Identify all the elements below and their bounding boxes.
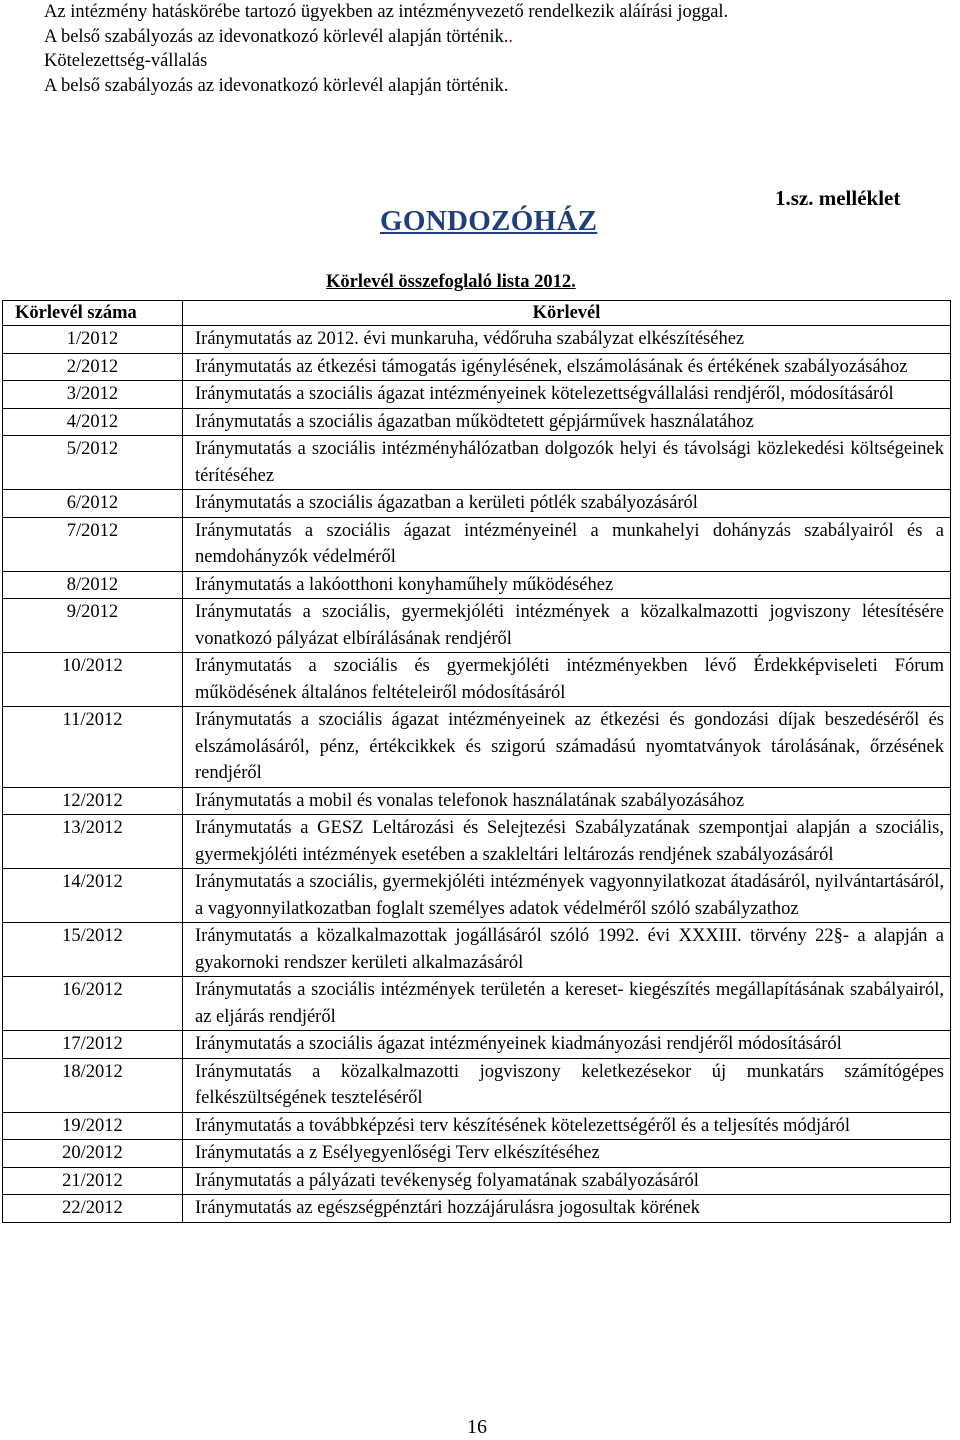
table-row (3, 1167, 951, 1195)
circular-number: 19/2012 (3, 1112, 183, 1140)
circular-description: Iránymutatás a szociális ágazatban a kerületi pótlék szabályozásáról (183, 490, 951, 518)
circular-number: 18/2012 (3, 1058, 183, 1112)
annex-label: 1.sz. melléklet (775, 186, 901, 210)
circular-number: 12/2012 (3, 787, 183, 815)
table-row (3, 707, 951, 788)
red-dot: . (508, 26, 514, 47)
table-row (3, 869, 951, 923)
intro-text (44, 0, 728, 98)
table-row (3, 1031, 951, 1059)
table-row (3, 517, 951, 571)
circular-description: Iránymutatás a z Esélyegyenlőségi Terv elkészítéséhez (183, 1140, 951, 1168)
circular-description: Iránymutatás a szociális, gyermekjóléti intézmények a közalkalmazotti jogviszony létesítésére vonatkozó pályázat elbírálásának rendjéről (183, 599, 951, 653)
table-row (3, 571, 951, 599)
circular-description: Iránymutatás az étkezési támogatás igénylésének, elszámolásának és értékének szabályozásához (183, 353, 951, 381)
circular-number: 2/2012 (3, 353, 183, 381)
page-number: 16 (467, 1416, 487, 1438)
circular-description: Iránymutatás a mobil és vonalas telefonok használatának szabályozásához (183, 787, 951, 815)
circular-number: 10/2012 (3, 653, 183, 707)
circular-number: 16/2012 (3, 977, 183, 1031)
table-row (3, 787, 951, 815)
table-row (3, 1058, 951, 1112)
circular-number: 9/2012 (3, 599, 183, 653)
header-circular: Körlevél (183, 301, 951, 326)
circular-number: 8/2012 (3, 571, 183, 599)
intro-line-3: Kötelezettség-vállalás (44, 51, 208, 71)
circular-number: 22/2012 (3, 1195, 183, 1223)
circular-number: 14/2012 (3, 869, 183, 923)
circular-number: 17/2012 (3, 1031, 183, 1059)
table-row (3, 653, 951, 707)
circular-description: Iránymutatás az egészségpénztári hozzájárulásra jogosultak körének (183, 1195, 951, 1223)
circular-description: Iránymutatás a szociális ágazatban működtetett gépjárművek használatához (183, 408, 951, 436)
circular-number: 15/2012 (3, 923, 183, 977)
circular-description: Iránymutatás a szociális intézmények területén a kereset- kiegészítés megállapításának szabályairól, az eljárás rendjéről (183, 977, 951, 1031)
circular-description: Iránymutatás a szociális, gyermekjóléti intézmények vagyonnyilatkozat átadásáról, nyilvántartásáról, a vagyonnyilatkozatban foglalt személyes adatok védelméről szóló szabályzathoz (183, 869, 951, 923)
circular-description: Iránymutatás a szociális ágazat intézményeinél a munkahelyi dohányzás szabályairól és a nemdohányzók védelméről (183, 517, 951, 571)
circular-description: Iránymutatás a továbbképzési terv készítésének kötelezettségéről és a teljesítés módjáról (183, 1112, 951, 1140)
circular-description: Iránymutatás a szociális intézményhálózatban dolgozók helyi és távolsági közlekedési költségeinek térítéséhez (183, 436, 951, 490)
list-subtitle: Körlevél összefoglaló lista 2012. (326, 272, 576, 292)
table-row (3, 381, 951, 409)
intro-line-4: A belső szabályozás az idevonatkozó körlevél alapján történik. (44, 75, 509, 96)
circular-number: 7/2012 (3, 517, 183, 571)
table-header-row (3, 301, 951, 326)
table-row (3, 436, 951, 490)
circular-table (2, 300, 951, 1223)
circular-description: Iránymutatás a szociális és gyermekjóléti intézményekben lévő Érdekképviseleti Fórum működésének általános feltételeiről módosításáról (183, 653, 951, 707)
table-row (3, 490, 951, 518)
table-row (3, 353, 951, 381)
table-row (3, 1195, 951, 1223)
circular-number: 5/2012 (3, 436, 183, 490)
circular-description: Iránymutatás a szociális ágazat intézményeinek kötelezettségvállalási rendjéről, módosításáról (183, 381, 951, 409)
circular-description: Iránymutatás a GESZ Leltározási és Selejtezési Szabályzatának szempontjai alapján a szociális, gyermekjóléti intézmények esetében a szakleltári leltározás rendjének szabályozásáról (183, 815, 951, 869)
circular-number: 6/2012 (3, 490, 183, 518)
circular-number: 13/2012 (3, 815, 183, 869)
table-row (3, 815, 951, 869)
circular-description: Iránymutatás a közalkalmazotti jogviszony keletkezésekor új munkatárs számítógépes felkészültségének teszteléséről (183, 1058, 951, 1112)
intro-line-1: Az intézmény hatáskörébe tartozó ügyekben az intézményvezető rendelkezik aláírási joggal. (44, 2, 729, 22)
intro-line-2-text: A belső szabályozás az idevonatkozó körlevél alapján történik. (44, 26, 509, 47)
circular-number: 4/2012 (3, 408, 183, 436)
circular-number: 1/2012 (3, 326, 183, 354)
page-title: GONDOZÓHÁZ (380, 205, 598, 237)
circular-number: 20/2012 (3, 1140, 183, 1168)
circular-description: Iránymutatás az 2012. évi munkaruha, védőruha szabályzat elkészítéséhez (183, 326, 951, 354)
table-row (3, 599, 951, 653)
table-row (3, 1140, 951, 1168)
table-row (3, 923, 951, 977)
header-number: Körlevél száma (3, 301, 183, 326)
circular-number: 3/2012 (3, 381, 183, 409)
circular-description: Iránymutatás a közalkalmazottak jogállásáról szóló 1992. évi XXXIII. törvény 22§- a alapján a gyakornoki rendszer kerületi alkalmazásáról (183, 923, 951, 977)
intro-line-2 (44, 25, 728, 50)
table-row (3, 1112, 951, 1140)
table-row (3, 408, 951, 436)
circular-number: 11/2012 (3, 707, 183, 788)
circular-description: Iránymutatás a szociális ágazat intézményeinek kiadmányozási rendjéről módosításáról (183, 1031, 951, 1059)
circular-description: Iránymutatás a lakóotthoni konyhaműhely működéséhez (183, 571, 951, 599)
circular-number: 21/2012 (3, 1167, 183, 1195)
circular-description: Iránymutatás a pályázati tevékenység folyamatának szabályozásáról (183, 1167, 951, 1195)
table-row (3, 977, 951, 1031)
circular-description: Iránymutatás a szociális ágazat intézményeinek az étkezési és gondozási díjak beszedéséről és elszámolásáról, pénz, értékcikkek és szigorú számadású nyomtatványok tárolásának, őrzésének rendjéről (183, 707, 951, 788)
table-row (3, 326, 951, 354)
table-body (3, 326, 951, 1223)
